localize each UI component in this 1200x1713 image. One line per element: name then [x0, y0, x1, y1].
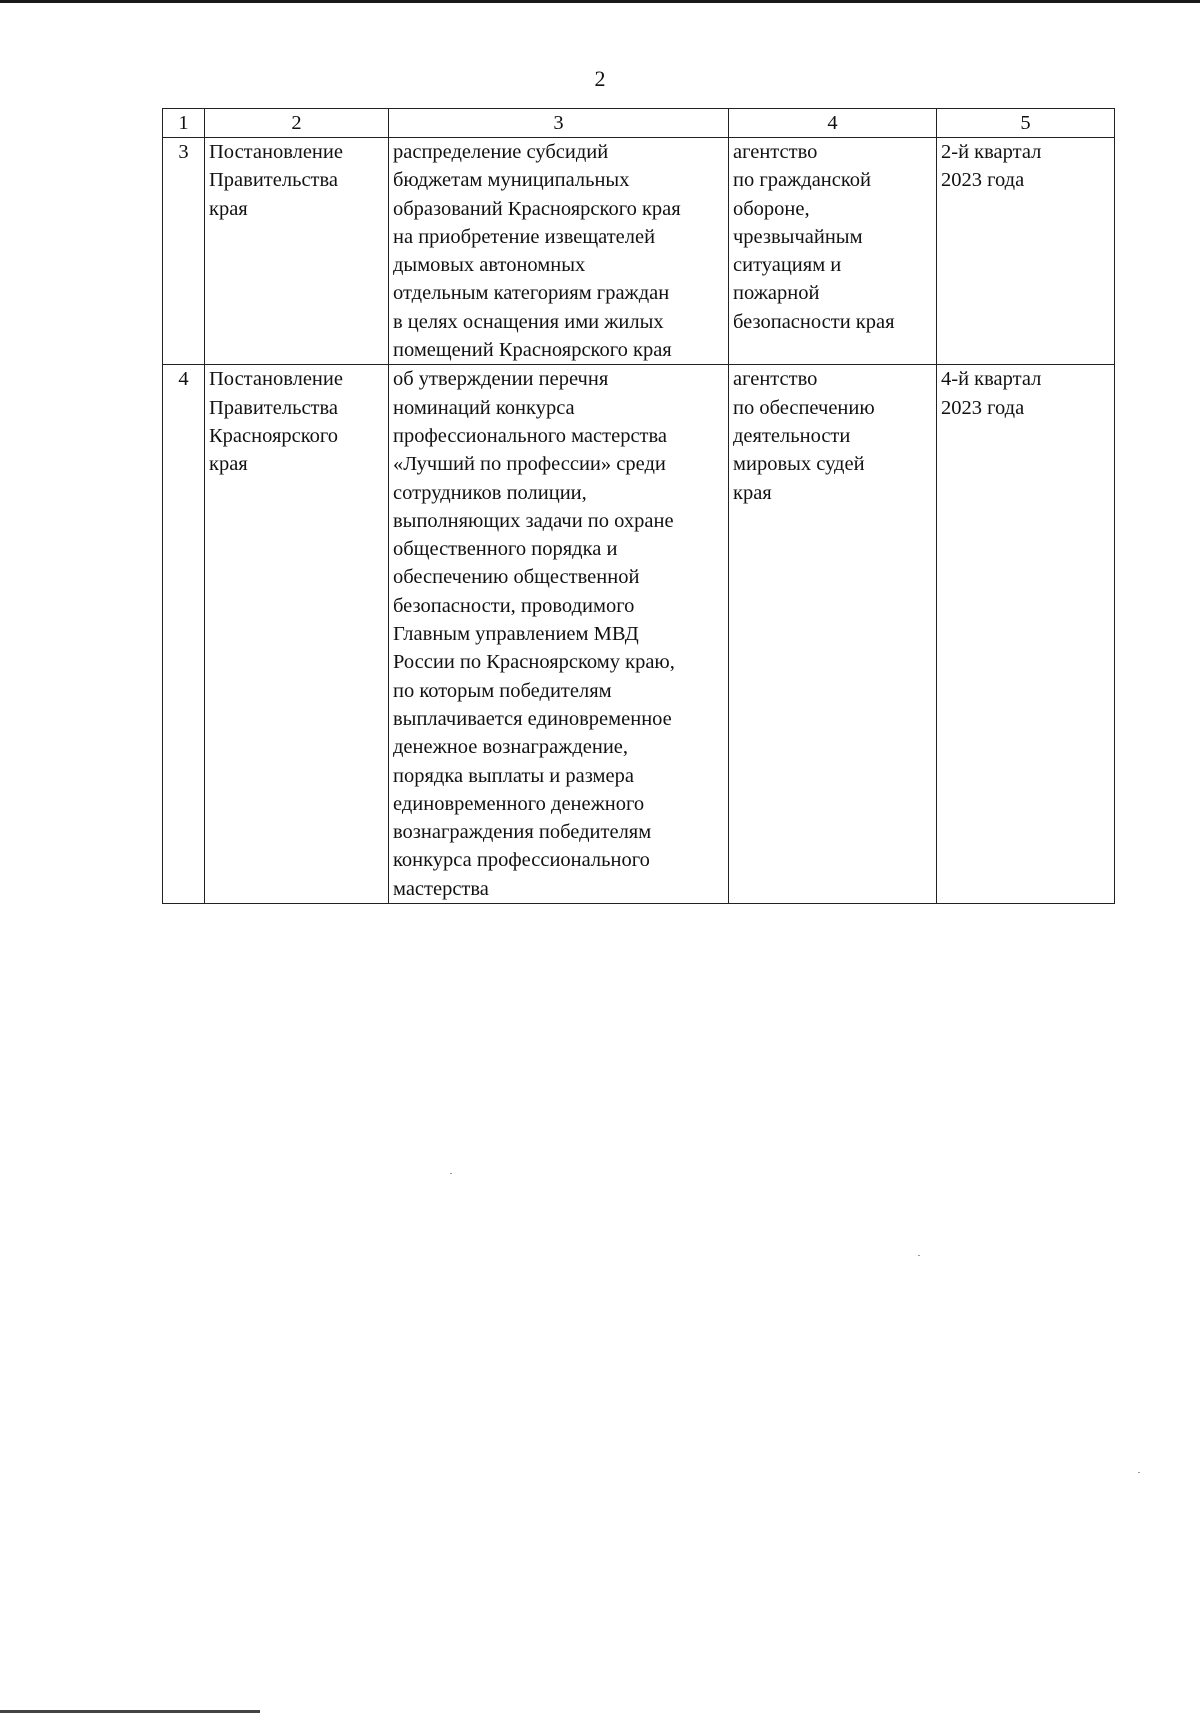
cell-line: отдельным категориям граждан	[393, 282, 670, 305]
table-row	[163, 365, 1115, 904]
cell-line: чрезвычайным	[733, 225, 863, 248]
cell-line: об утверждении перечня	[393, 368, 609, 391]
cell-line: помещений Красноярского края	[393, 339, 672, 362]
cell-line: по обеспечению	[733, 396, 875, 419]
cell-line: порядка выплаты и размера	[393, 764, 634, 787]
cell-line: обороне,	[733, 197, 810, 220]
deadline	[937, 138, 1115, 365]
document-subject	[389, 138, 729, 365]
scan-speck	[1138, 1472, 1140, 1473]
cell-line: мировых судей	[733, 453, 865, 476]
row-number: 3	[163, 138, 205, 365]
cell-line: выполняющих задачи по охране	[393, 509, 674, 532]
cell-line: Правительства	[209, 396, 339, 419]
deadline	[937, 365, 1115, 904]
cell-line: конкурса профессионального	[393, 849, 650, 872]
cell-line: деятельности	[733, 424, 851, 447]
cell-line: единовременного денежного	[393, 792, 645, 815]
scan-speck	[450, 1173, 452, 1174]
responsible-agency	[729, 365, 937, 904]
cell-line: России по Красноярскому краю,	[393, 651, 675, 674]
cell-line: общественного порядка и	[393, 538, 618, 561]
column-number-4: 4	[729, 109, 937, 138]
document-subject	[389, 365, 729, 904]
cell-line: края	[733, 481, 772, 504]
cell-line: агентство	[733, 141, 818, 163]
cell-line: выплачивается единовременное	[393, 707, 672, 730]
cell-line: образований Красноярского края	[393, 197, 681, 220]
cell-line: денежное вознаграждение,	[393, 736, 629, 759]
column-number-2: 2	[205, 109, 389, 138]
cell-line: безопасности, проводимого	[393, 594, 635, 617]
row-number: 4	[163, 365, 205, 904]
table-header-row	[163, 109, 1115, 138]
cell-line: 2-й квартал	[941, 141, 1042, 163]
cell-line: сотрудников полиции,	[393, 481, 587, 504]
cell-line: 4-й квартал	[941, 368, 1042, 391]
cell-line: 2023 года	[941, 396, 1025, 419]
cell-line: мастерства	[393, 877, 489, 900]
cell-line: края	[209, 453, 248, 476]
cell-line: края	[209, 197, 248, 220]
cell-line: вознаграждения победителям	[393, 821, 652, 844]
cell-line: номинаций конкурса	[393, 396, 575, 419]
column-number-5: 5	[937, 109, 1115, 138]
cell-line: Красноярского	[209, 424, 339, 447]
cell-line: пожарной	[733, 282, 820, 305]
cell-line: Постановление	[209, 141, 343, 163]
cell-line: распределение субсидий	[393, 141, 609, 163]
cell-line: Постановление	[209, 368, 343, 391]
table-row	[163, 138, 1115, 365]
cell-line: по гражданской	[733, 169, 872, 192]
cell-line: 2023 года	[941, 169, 1025, 192]
cell-line: Главным управлением МВД	[393, 623, 639, 646]
column-number-1: 1	[163, 109, 205, 138]
document-type	[205, 138, 389, 365]
cell-line: Правительства	[209, 169, 339, 192]
cell-line: в целях оснащения ими жилых	[393, 310, 664, 333]
plan-table	[162, 108, 1115, 904]
scan-speck	[918, 1255, 920, 1256]
page-number: 2	[594, 66, 606, 91]
cell-line: профессионального мастерства	[393, 424, 668, 447]
responsible-agency	[729, 138, 937, 365]
scan-edge-top	[0, 0, 1200, 3]
cell-line: бюджетам муниципальных	[393, 169, 630, 192]
cell-line: дымовых автономных	[393, 254, 586, 277]
column-number-3: 3	[389, 109, 729, 138]
cell-line: на приобретение извещателей	[393, 225, 656, 248]
cell-line: ситуациям и	[733, 254, 842, 277]
document-type	[205, 365, 389, 904]
cell-line: «Лучший по профессии» среди	[393, 453, 666, 476]
cell-line: по которым победителям	[393, 679, 612, 702]
cell-line: безопасности края	[733, 310, 895, 333]
cell-line: агентство	[733, 368, 818, 391]
cell-line: обеспечению общественной	[393, 566, 640, 589]
